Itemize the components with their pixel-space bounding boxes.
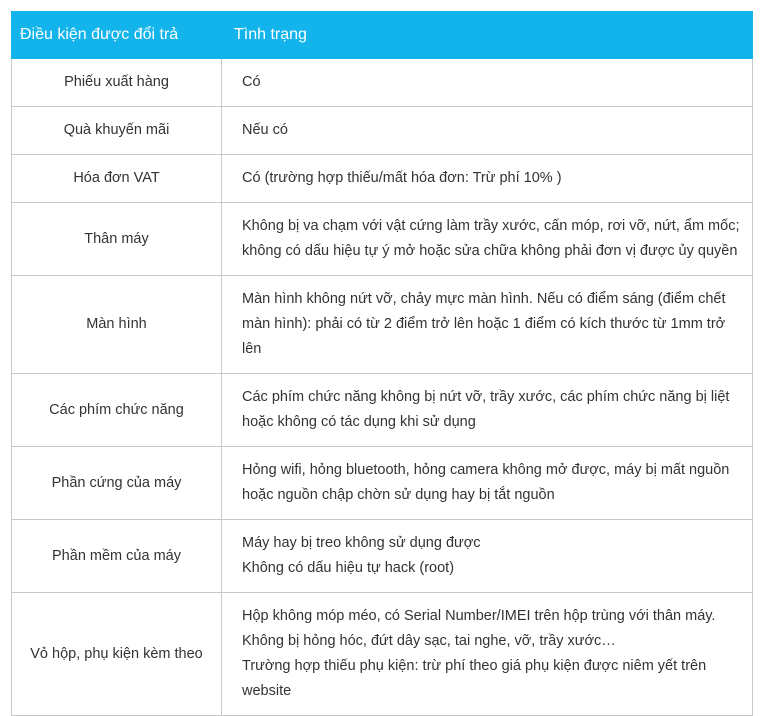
condition-cell: Phần mềm của máy	[12, 520, 222, 593]
condition-cell: Hóa đơn VAT	[12, 155, 222, 203]
condition-cell: Thân máy	[12, 203, 222, 276]
return-conditions-table-container	[11, 11, 752, 716]
condition-cell: Quà khuyến mãi	[12, 107, 222, 155]
condition-cell: Phiếu xuất hàng	[12, 59, 222, 107]
status-line: Các phím chức năng không bị nứt vỡ, trầy xước, các phím chức năng bị liệt hoặc không có tác dụng khi sử dụng	[242, 389, 730, 430]
table-row	[12, 59, 753, 107]
table-row	[12, 276, 753, 374]
table-row	[12, 593, 753, 716]
status-line: Trường hợp thiếu phụ kiện: trừ phí theo giá phụ kiện được niêm yết trên website	[242, 658, 707, 699]
status-line: Có (trường hợp thiếu/mất hóa đơn: Trừ phí 10% )	[242, 170, 562, 186]
return-conditions-table	[11, 11, 753, 716]
status-line: Hộp không móp méo, có Serial Number/IMEI trên hộp trùng với thân máy.	[242, 608, 716, 624]
table-row	[12, 447, 753, 520]
status-line: Màn hình không nứt vỡ, chảy mực màn hình. Nếu có điểm sáng (điểm chết màn hình): phải có từ 2 điểm trở lên hoặc 1 điểm có kích thước từ 1mm trở lên	[242, 291, 726, 357]
status-cell	[222, 107, 753, 155]
status-line: Có	[242, 74, 261, 90]
status-cell	[222, 374, 753, 447]
table-row	[12, 155, 753, 203]
condition-cell: Phần cứng của máy	[12, 447, 222, 520]
status-line: Không có dấu hiệu tự hack (root)	[242, 560, 455, 576]
table-row	[12, 107, 753, 155]
condition-cell: Màn hình	[12, 276, 222, 374]
status-line: Hỏng wifi, hỏng bluetooth, hỏng camera không mở được, máy bị mất nguồn hoặc nguồn chập chờn sử dụng hay bị tắt nguồn	[242, 462, 730, 503]
status-cell	[222, 447, 753, 520]
status-cell	[222, 593, 753, 716]
status-line: Máy hay bị treo không sử dụng được	[242, 535, 481, 551]
header-status: Tình trạng	[222, 12, 753, 59]
status-cell	[222, 203, 753, 276]
status-line: Không bị hỏng hóc, đứt dây sạc, tai nghe, vỡ, trầy xước…	[242, 633, 616, 649]
table-row	[12, 520, 753, 593]
status-cell	[222, 276, 753, 374]
status-line: Nếu có	[242, 122, 288, 138]
status-cell	[222, 520, 753, 593]
header-condition: Điều kiện được đổi trả	[12, 12, 222, 59]
table-row	[12, 374, 753, 447]
status-cell	[222, 59, 753, 107]
status-cell	[222, 155, 753, 203]
table-header-row	[12, 12, 753, 59]
table-row	[12, 203, 753, 276]
condition-cell: Vỏ hộp, phụ kiện kèm theo	[12, 593, 222, 716]
condition-cell: Các phím chức năng	[12, 374, 222, 447]
status-line: Không bị va chạm với vật cứng làm trầy xước, cấn móp, rơi vỡ, nứt, ẩm mốc; không có dấu hiệu tự ý mở hoặc sửa chữa không phải đơn vị được ủy quyền	[242, 218, 740, 259]
